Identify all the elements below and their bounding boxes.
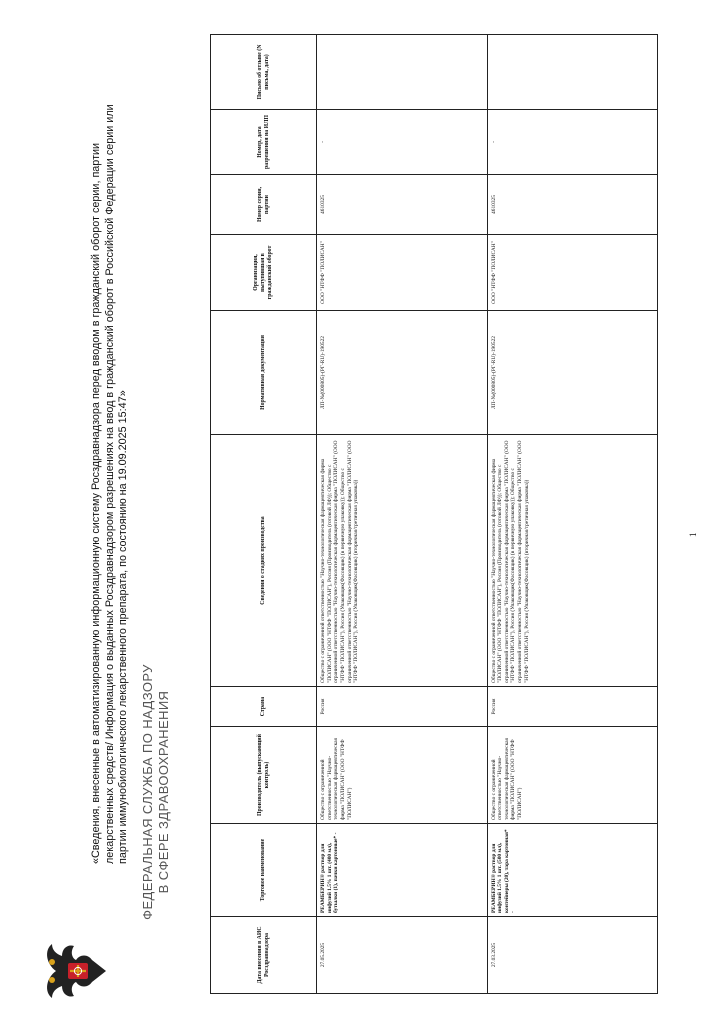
cell-normative-doc: ЛП-№(000805)-(РГ-RU)-190522 xyxy=(487,311,657,435)
cell-trade-name: РЕАМБЕРИН® раствор для инфузий 1.5% 1 шт. (500 мл), контейнеры (20), тара картонная* - xyxy=(487,824,657,917)
table-row xyxy=(317,35,487,994)
cell-organization: ООО "НТФФ "ПОЛИСАН" xyxy=(317,235,487,311)
cell-batch: 4610325 xyxy=(317,175,487,235)
page-number: 1 xyxy=(688,532,698,537)
cell-country: Россия xyxy=(487,687,657,727)
registry-table xyxy=(210,34,658,994)
org-line-1: ФЕДЕРАЛЬНАЯ СЛУЖБА ПО НАДЗОРУ xyxy=(140,664,155,920)
cell-batch: 4610325 xyxy=(487,175,657,235)
cell-stages: Общество с ограниченной ответственностью "Научно-технологическая фармацевтическая фирма "ПОЛИСАН" (ООО "НТФФ "ПОЛИСАН"), Россия (Производитель (готовой ЛФ)); Общество с ограниченной ответственностью "Научно-технологическая фармацевтическая фирма "ПОЛИСАН" (ООО "НТФФ "ПОЛИСАН"), Россия (Упаковщик(Фасовщик) (в первичную упаковку)); Общество с ограниченной ответственностью "Научно-технологическая фармацевтическая фирма "ПОЛИСАН" (ООО "НТФФ "ПОЛИСАН"), Россия (Упаковщик(Фасовщик) (вторичная/третичная упаковка)) xyxy=(317,435,487,687)
cell-date: 27.03.2025 xyxy=(487,917,657,994)
col-header-batch: Номер серии, партии xyxy=(211,175,317,235)
col-header-normative-doc: Нормативная документация xyxy=(211,311,317,435)
double-headed-eagle-emblem-icon xyxy=(42,940,114,1002)
cell-date: 27.05.2025 xyxy=(317,917,487,994)
table-row xyxy=(487,35,657,994)
col-header-stages: Сведения о стадиях производства xyxy=(211,435,317,687)
cell-recall xyxy=(317,35,487,110)
cell-manufacturer: Общество с ограниченной ответственностью "Научно-технологическая фармацевтическая фирма "ПОЛИСАН" (ООО "НТФФ "ПОЛИСАН") xyxy=(487,727,657,824)
col-header-recall: Письмо об отзыве (N письма, дата) xyxy=(211,35,317,110)
cell-normative-doc: ЛП-№(000805)-(РГ-RU)-190522 xyxy=(317,311,487,435)
cell-country: Россия xyxy=(317,687,487,727)
col-header-date: Дата внесения в АИС Росздравнадзора xyxy=(211,917,317,994)
col-header-country: Страна xyxy=(211,687,317,727)
cell-recall xyxy=(487,35,657,110)
cell-permit: - xyxy=(487,110,657,175)
col-header-trade-name: Торговое наименование xyxy=(211,824,317,917)
document-title: «Сведения, внесенные в автоматизированную информационную систему Росздравнадзора перед вводом в гражданский оборот серии, партии лекарственных средств/ Информация о выданных Росздравнадзором разрешениях на ввод в гражданский оборот в Российской Федерации серии или партии иммунобиологического лекарственного препарата, по состоянию на 19.09.2025 15:47» xyxy=(90,104,129,864)
col-header-permit: Номер, дата разрешения на ИЛП xyxy=(211,110,317,175)
cell-stages: Общество с ограниченной ответственностью "Научно-технологическая фармацевтическая фирма "ПОЛИСАН" (ООО "НТФФ "ПОЛИСАН"), Россия (Производитель (готовой ЛФ)); Общество с ограниченной ответственностью "Научно-технологическая фармацевтическая фирма "ПОЛИСАН" (ООО "НТФФ "ПОЛИСАН"), Россия (Упаковщик(Фасовщик) (в первичную упаковку)); Общество с ограниченной ответственностью "Научно-технологическая фармацевтическая фирма "ПОЛИСАН" (ООО "НТФФ "ПОЛИСАН"), Россия (Упаковщик(Фасовщик) (вторичная/третичная упаковка)) xyxy=(487,435,657,687)
col-header-organization: Организация, вытупившая в гражданский оборот xyxy=(211,235,317,311)
cell-organization: ООО "НТФФ "ПОЛИСАН" xyxy=(487,235,657,311)
col-header-manufacturer: Производитель (выпускающий контроль) xyxy=(211,727,317,824)
cell-manufacturer: Общество с ограниченной ответственностью "Научно-технологическая фармацевтическая фирма "ПОЛИСАН" (ООО "НТФФ "ПОЛИСАН") xyxy=(317,727,487,824)
table-header-row xyxy=(211,35,317,994)
cell-permit: - xyxy=(317,110,487,175)
cell-trade-name: РЕАМБЕРИН® раствор для инфузий 1.5% 1 шт. (400 мл), бутылки (1), пачки картонные* - xyxy=(317,824,487,917)
organization-name xyxy=(140,652,172,932)
org-line-2: В СФЕРЕ ЗДРАВООХРАНЕНИЯ xyxy=(156,690,171,894)
